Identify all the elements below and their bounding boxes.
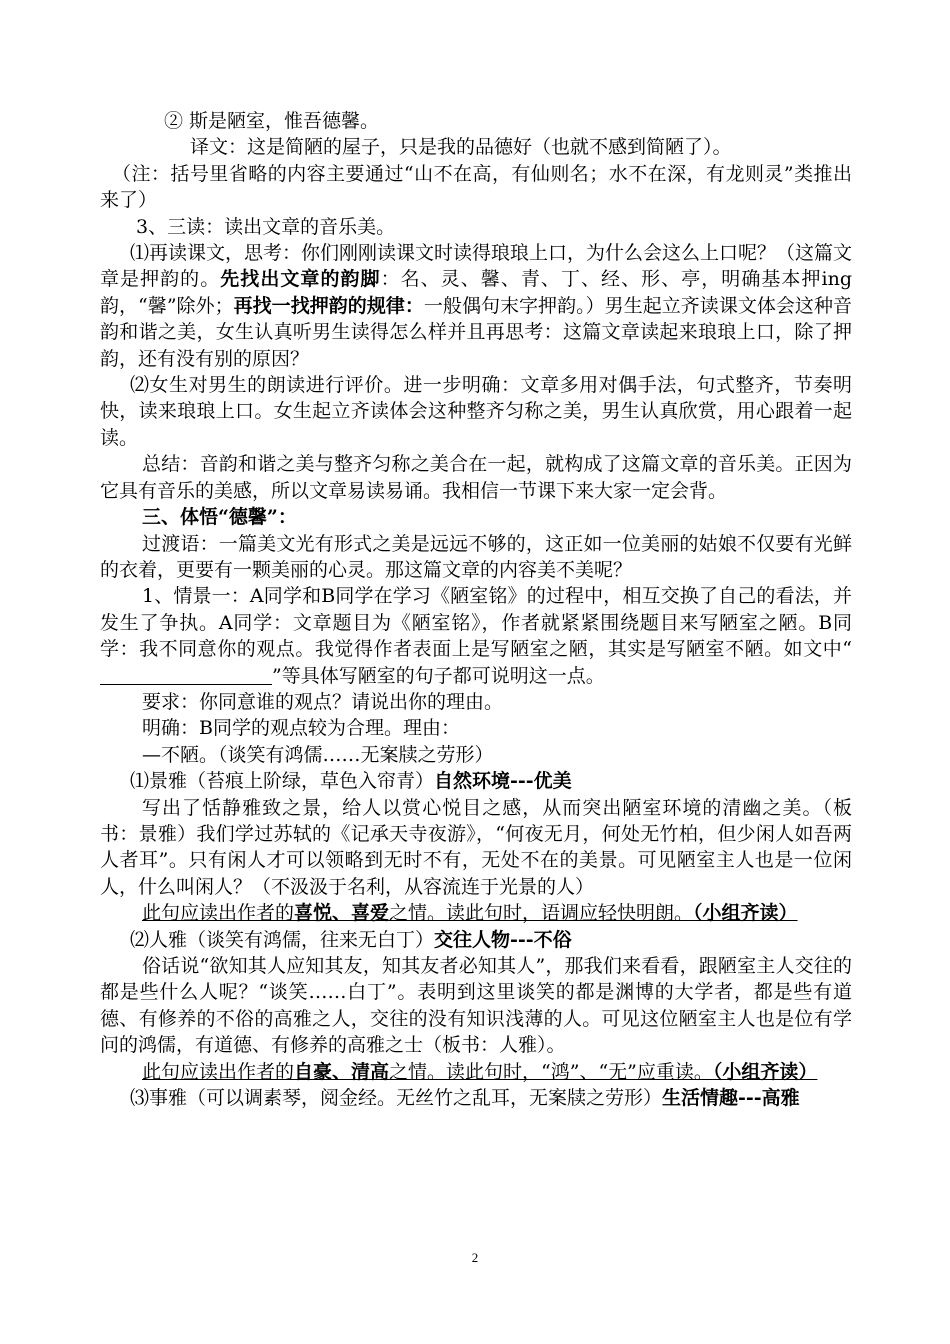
paragraph: （注：括号里省略的内容主要通过“山不在高，有仙则名；水不在深，有龙则灵”类推出来了）	[100, 162, 852, 212]
paragraph: 明确：B同学的观点较为合理。理由：	[142, 717, 460, 740]
paragraph: 过渡语：一篇美文光有形式之美是远远不够的，这正如一位美丽的姑娘不仅要有光鲜的衣着，更要有一颗美丽的心灵。那这篇文章的内容美不美呢？	[100, 532, 852, 581]
paragraph: ⑴景雅（苔痕上阶绿，草色入帘青）自然环境---优美	[130, 770, 572, 793]
paragraph: 此句应读出作者的喜悦、喜爱之情。读此句时，语调应轻快明朗。（小组齐读）	[142, 902, 798, 925]
paragraph: ⑵人雅（谈笑有鸿儒，往来无白丁）交往人物---不俗	[130, 928, 572, 951]
paragraph: 要求：你同意谁的观点？请说出你的理由。	[142, 690, 504, 713]
paragraph: ② 斯是陋室，惟吾德馨。	[164, 110, 380, 132]
fill-in-blank	[100, 665, 272, 685]
paragraph: 1、情景一：A同学和B同学在学习《陋室铭》的过程中，相互交换了自己的看法，并发生了争执。A同学：文章题目为《陋室铭》，作者就紧紧围绕题目来写陋室之陋。B同学：我不同意你的观点。我觉得作者表面上是写陋室之陋，其实是写陋室不陋。如文中“”等具体写陋室的句子都可说明这一点。	[100, 585, 852, 687]
document-body	[100, 108, 852, 1111]
paragraph: 写出了恬静雅致之景，给人以赏心悦目之感，从而突出陋室环境的清幽之美。（板书：景雅）我们学过苏轼的《记承天寺夜游》，“何夜无月，何处无竹柏，但少闲人如吾两人者耳”。只有闲人才可以领略到无时不有，无处不在的美景。可见陋室主人也是一位闲人，什么叫闲人？（不汲汲于名利，从容流连于光景的人）	[100, 796, 852, 898]
paragraph: ⑵女生对男生的朗读进行评价。进一步明确：文章多用对偶手法，句式整齐，节奏明快，读来琅琅上口。女生起立齐读体会这种整齐匀称之美，男生认真欣赏，用心跟着一起读。	[100, 374, 852, 449]
section-heading: 三、体悟“德馨”：	[142, 506, 297, 529]
paragraph: 此句应读出作者的自豪、清高之情。读此句时，“鸿”、“无”应重读。（小组齐读）	[142, 1060, 818, 1083]
paragraph: ⑴再读课文，思考：你们刚刚读课文时读得琅琅上口，为什么会这么上口呢？（这篇文章是押韵的。先找出文章的韵脚：名、灵、馨、青、丁、经、形、亭，明确基本押ing韵，“馨”除外；再找一找押韵的规律：一般偶句末字押韵。）男生起立齐读课文体会这种音韵和谐之美，女生认真听男生读得怎么样并且再思考：这篇文章读起来琅琅上口，除了押韵，还有没有别的原因？	[100, 242, 853, 370]
paragraph: 3、三读：读出文章的音乐美。	[136, 215, 396, 238]
page-number: 2	[471, 1250, 479, 1265]
paragraph: 译文：这是简陋的屋子，只是我的品德好（也就不感到简陋了）。	[190, 136, 732, 159]
paragraph: 总结：音韵和谐之美与整齐匀称之美合在一起，就构成了这篇文章的音乐美。正因为它具有音乐的美感，所以文章易读易诵。我相信一节课下来大家一定会背。	[100, 453, 852, 502]
paragraph: ⑶事雅（可以调素琴，阅金经。无丝竹之乱耳，无案牍之劳形）生活情趣---高雅	[130, 1087, 800, 1110]
paragraph: —不陋。（谈笑有鸿儒……无案牍之劳形）	[142, 743, 494, 766]
paragraph: 俗话说“欲知其人应知其友，知其友者必知其人”，那我们来看看，跟陋室主人交往的都是些什么人呢？“谈笑……白丁”。表明到这里谈笑的都是渊博的大学者，都是些有道德、有修养的不俗的高雅之人，交往的没有知识浅薄的人。可见这位陋室主人也是位有学问的鸿儒，有道德、有修养的高雅之士（板书：人雅）。	[100, 955, 852, 1057]
